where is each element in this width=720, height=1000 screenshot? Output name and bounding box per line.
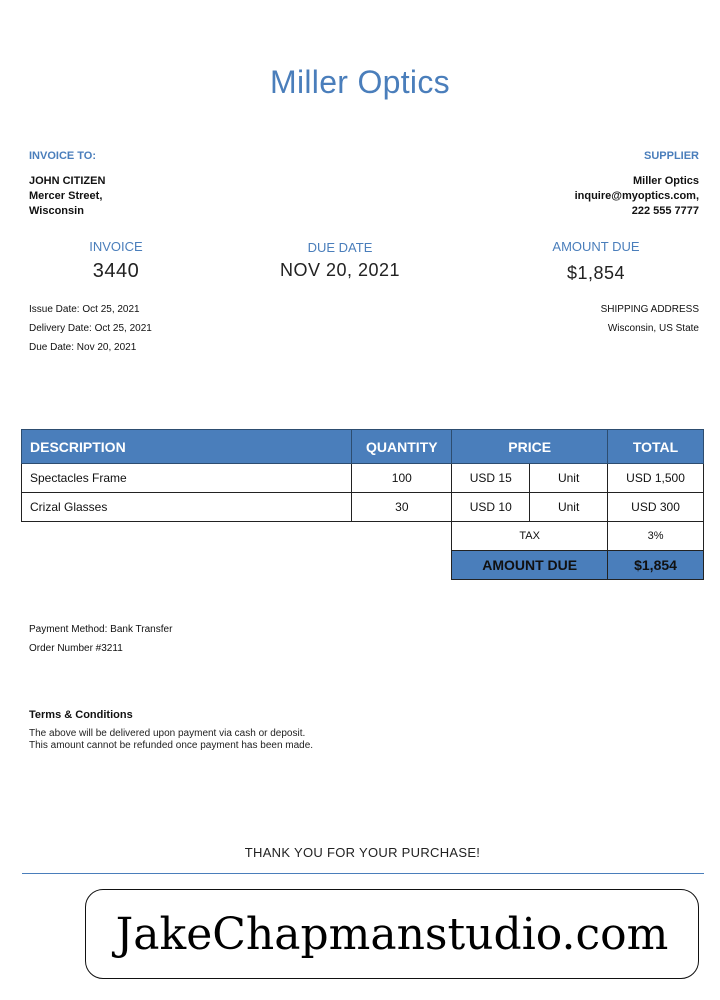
item-unit: Unit: [530, 493, 608, 522]
terms-line-1: The above will be delivered upon payment via cash or deposit.: [29, 728, 306, 739]
due-date-value: NOV 20, 2021: [279, 260, 401, 280]
table-row: [22, 493, 704, 522]
item-unit: Unit: [530, 464, 608, 493]
terms-heading: Terms & Conditions: [29, 709, 133, 721]
item-quantity: 30: [352, 493, 452, 522]
invoice-number-value: 3440: [92, 260, 140, 282]
amount-due-row: [22, 551, 704, 580]
item-price: USD 10: [452, 493, 530, 522]
col-header-price: PRICE: [452, 430, 608, 464]
shipping-value: Wisconsin, US State: [607, 323, 699, 334]
shipping-block: [601, 300, 699, 338]
payment-block: [29, 620, 172, 658]
terms-line-2: This amount cannot be refunded once payment has been made.: [29, 740, 314, 751]
tax-label: TAX: [452, 522, 608, 551]
tax-row: [22, 522, 704, 551]
col-header-quantity: QUANTITY: [352, 430, 452, 464]
due-date-label: DUE DATE: [307, 240, 373, 255]
col-header-total: TOTAL: [608, 430, 704, 464]
bill-to-block: [29, 174, 105, 219]
item-quantity: 100: [352, 464, 452, 493]
supplier-phone: 222 555 7777: [631, 205, 699, 217]
supplier-email: inquire@myoptics.com,: [574, 190, 699, 202]
terms-text: [29, 728, 313, 752]
line-items-table: [21, 429, 704, 580]
due-date: Due Date: Nov 20, 2021: [29, 342, 137, 353]
bill-to-region: Wisconsin: [29, 205, 84, 217]
invoice-to-label: INVOICE TO:: [29, 150, 97, 162]
amount-due-total-value: $1,854: [608, 551, 704, 580]
supplier-block: [575, 174, 699, 219]
item-total: USD 300: [608, 493, 704, 522]
watermark-text: JakeChapmanstudio.com: [115, 908, 669, 960]
issue-date: Issue Date: Oct 25, 2021: [29, 304, 140, 315]
order-number: Order Number #3211: [29, 643, 123, 654]
company-title: Miller Optics: [270, 64, 450, 100]
item-description: Spectacles Frame: [22, 464, 352, 493]
footer-divider: [22, 873, 704, 874]
table-header-row: [22, 430, 704, 464]
amount-due-total-label: AMOUNT DUE: [452, 551, 608, 580]
amount-due-label: AMOUNT DUE: [552, 239, 640, 254]
payment-method: Payment Method: Bank Transfer: [29, 624, 173, 635]
item-total: USD 1,500: [608, 464, 704, 493]
item-description: Crizal Glasses: [22, 493, 352, 522]
delivery-date: Delivery Date: Oct 25, 2021: [29, 323, 152, 334]
col-header-description: DESCRIPTION: [22, 430, 352, 464]
thank-you-message: THANK YOU FOR YOUR PURCHASE!: [244, 845, 481, 860]
amount-due-value: $1,854: [566, 263, 626, 283]
invoice-number-label: INVOICE: [89, 239, 143, 254]
watermark-banner: [85, 889, 699, 979]
supplier-name: Miller Optics: [632, 175, 699, 187]
item-price: USD 15: [452, 464, 530, 493]
tax-value: 3%: [608, 522, 704, 551]
shipping-label: SHIPPING ADDRESS: [600, 304, 699, 315]
bill-to-name: JOHN CITIZEN: [29, 175, 106, 187]
supplier-label: SUPPLIER: [643, 150, 699, 162]
bill-to-street: Mercer Street,: [29, 190, 103, 202]
table-row: [22, 464, 704, 493]
dates-block: [29, 300, 152, 357]
